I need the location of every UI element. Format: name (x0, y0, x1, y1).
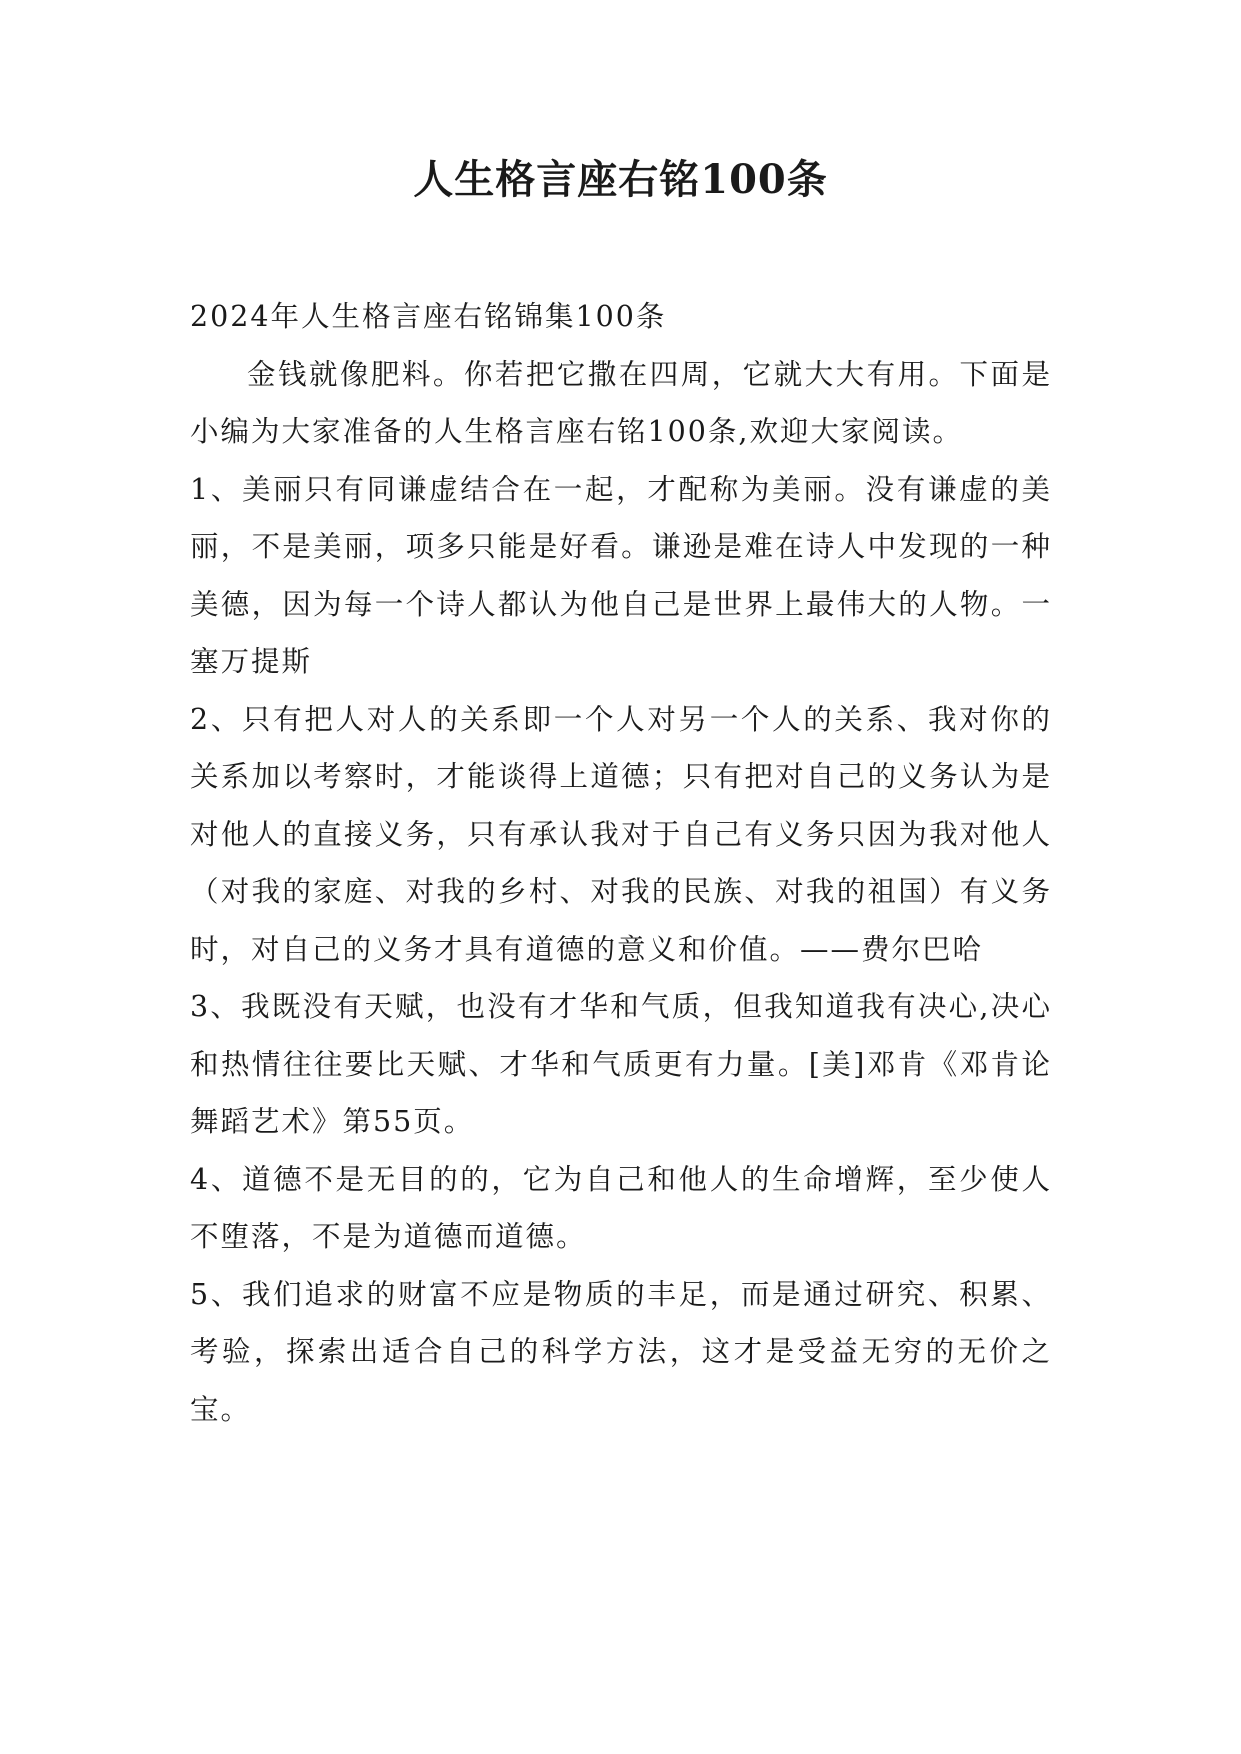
quote-item-1: 1、美丽只有同谦虚结合在一起，才配称为美丽。没有谦虚的美丽，不是美丽，项多只能是好看。谦逊是难在诗人中发现的一种美德，因为每一个诗人都认为他自己是世界上最伟大的人物。一塞万提斯 (190, 472, 1052, 678)
quote-item-4: 4、道德不是无目的的，它为自己和他人的生命增辉，至少使人不堕落，不是为道德而道德。 (190, 1162, 1052, 1253)
document-title: 人生格言座右铭100条 (413, 156, 828, 203)
quote-item-2: 2、只有把人对人的关系即一个人对另一个人的关系、我对你的关系加以考察时，才能谈得上道德；只有把对自己的义务认为是对他人的直接义务，只有承认我对于自己有义务只因为我对他人（对我的家庭、对我的乡村、对我的民族、对我的祖国）有义务时，对自己的义务才具有道德的意义和价值。——费尔巴哈 (190, 702, 1052, 966)
quote-item-3: 3、我既没有天赋，也没有才华和气质，但我知道我有决心,决心和热情往往要比天赋、才华和气质更有力量。[美]邓肯《邓肯论舞蹈艺术》第55页。 (190, 990, 1052, 1138)
document-body (190, 288, 1052, 1438)
quote-item-5: 5、我们追求的财富不应是物质的丰足，而是通过研究、积累、考验，探索出适合自己的科学方法，这才是受益无穷的无价之宝。 (190, 1277, 1052, 1426)
document-subtitle: 2024年人生格言座右铭锦集100条 (190, 300, 667, 333)
intro-paragraph: 金钱就像肥料。你若把它撒在四周，它就大大有用。下面是小编为大家准备的人生格言座右铭100条,欢迎大家阅读。 (190, 357, 1052, 448)
